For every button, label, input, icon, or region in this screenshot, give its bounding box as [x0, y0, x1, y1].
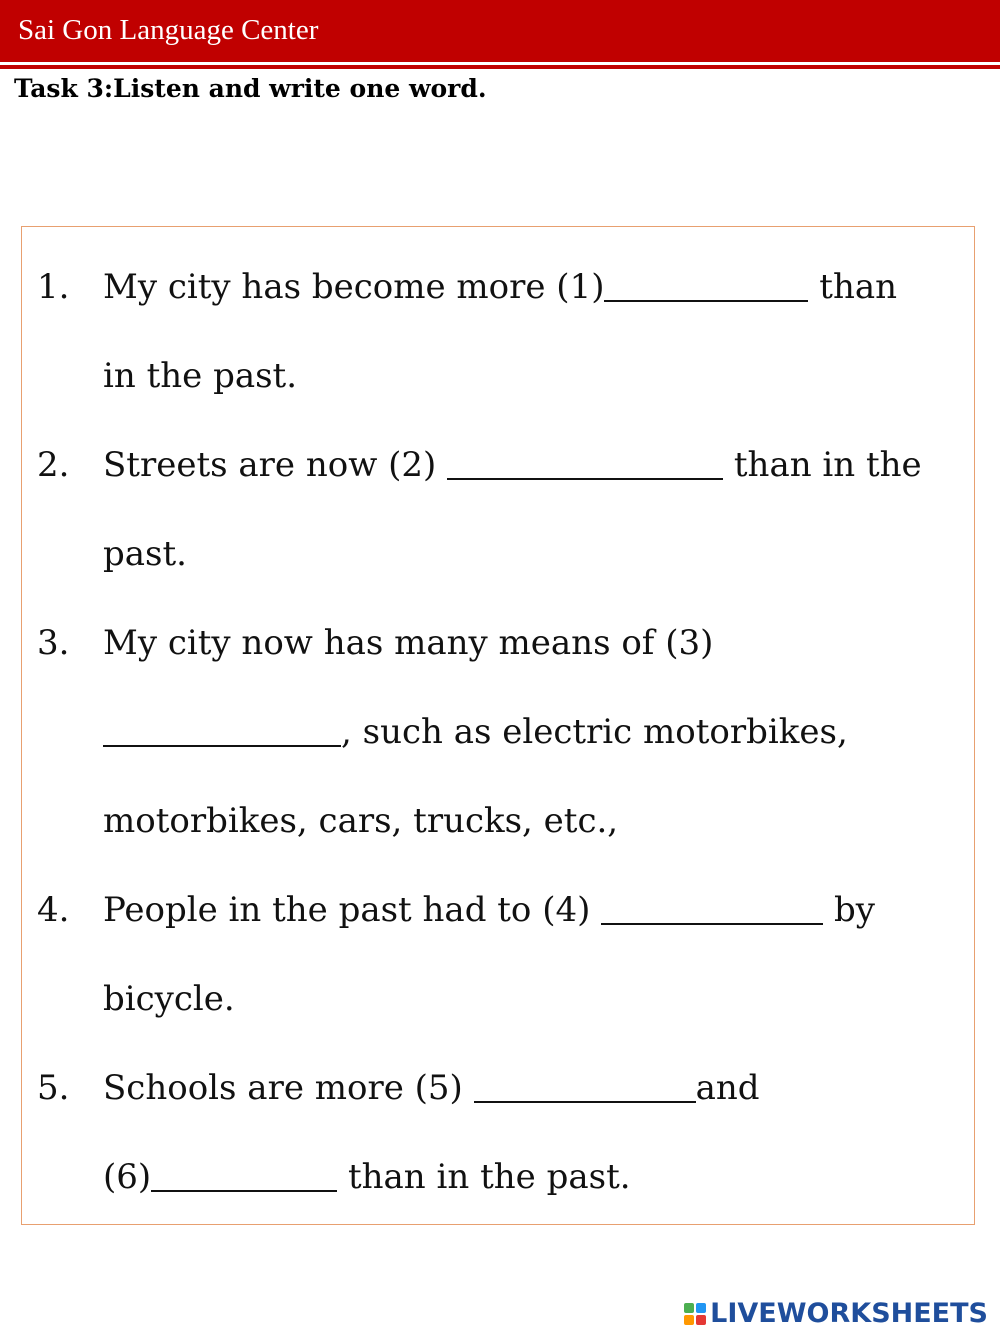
question-3-number: 3.: [37, 623, 70, 663]
question-3-text-after: , such as electric motorbikes,: [341, 712, 848, 752]
answer-blank-1[interactable]: [604, 270, 808, 302]
question-2-number: 2.: [37, 445, 70, 485]
question-4-text-before: People in the past had to (4): [103, 890, 602, 930]
question-5-text-before: Schools are more (5): [103, 1068, 474, 1108]
answer-blank-6[interactable]: [151, 1160, 337, 1192]
question-box: [21, 226, 975, 1225]
question-5-text-after: and: [695, 1068, 760, 1108]
question-1-text-before: My city has become more (1): [103, 267, 605, 307]
question-1-text-after: than: [808, 267, 898, 307]
question-2-continuation: past.: [103, 534, 187, 574]
answer-blank-5[interactable]: [474, 1071, 696, 1103]
question-2-text-after: than in the: [723, 445, 922, 485]
liveworksheets-logo[interactable]: [684, 1300, 988, 1327]
header-title: Sai Gon Language Center: [18, 14, 319, 46]
answer-blank-3[interactable]: [103, 715, 341, 747]
question-5-number: 5.: [37, 1068, 70, 1108]
liveworksheets-logo-icon: [684, 1303, 706, 1325]
question-2-text-before: Streets are now (2): [103, 445, 448, 485]
question-1-continuation: in the past.: [103, 356, 298, 396]
question-3-text: My city now has many means of (3): [103, 623, 714, 663]
question-4-number: 4.: [37, 890, 70, 930]
answer-blank-4[interactable]: [601, 893, 823, 925]
task-title: Task 3:Listen and write one word.: [14, 74, 487, 103]
question-1-number: 1.: [37, 267, 70, 307]
question-5-text-before-6: (6): [103, 1157, 152, 1197]
question-5-text-after-6: than in the past.: [337, 1157, 631, 1197]
question-4-text-after: by: [823, 890, 875, 930]
header-divider: [0, 65, 1000, 69]
answer-blank-2[interactable]: [447, 448, 723, 480]
question-4-continuation: bicycle.: [103, 979, 235, 1019]
logo-text: LIVEWORKSHEETS: [710, 1298, 988, 1329]
question-3-continuation: motorbikes, cars, trucks, etc.,: [103, 801, 619, 841]
